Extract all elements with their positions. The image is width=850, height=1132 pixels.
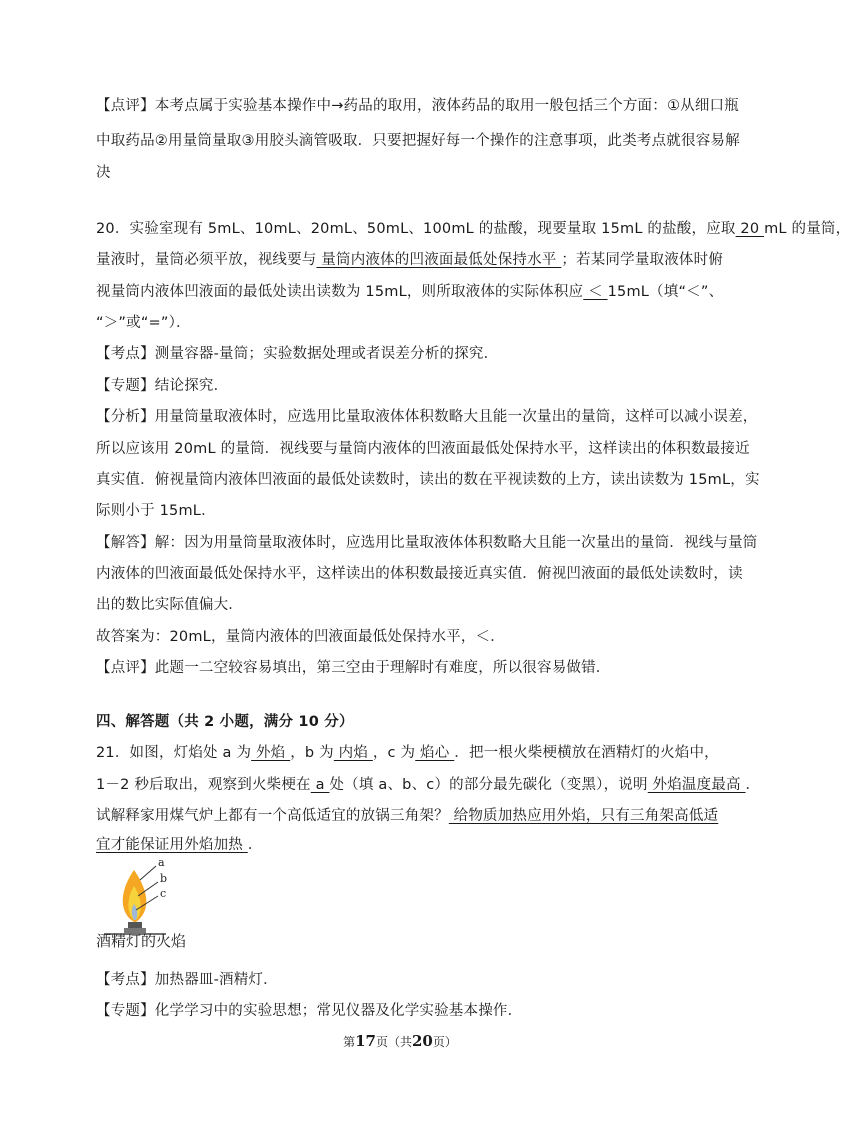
wick-holder xyxy=(128,922,142,928)
footer-post: 页） xyxy=(432,1035,457,1049)
q21-answer-c: 焰心 xyxy=(415,745,455,761)
footer-pre: 第 xyxy=(343,1035,356,1049)
q20-text-1b: mL 的量筒， xyxy=(764,221,850,237)
q20-jieda-3: 出的数比实际值偏大． xyxy=(96,597,243,613)
label-c: c xyxy=(160,887,167,900)
q21-text-2a: 1－2 秒后取出，观察到火柴梗在 xyxy=(96,777,311,793)
footer-total: 20 xyxy=(412,1032,433,1050)
label-b: b xyxy=(160,872,168,885)
q21-text-1b: ，b 为 xyxy=(290,745,334,761)
q21-zhuanti: 【专题】化学学习中的实验思想；常见仪器及化学实验基本操作． xyxy=(96,1003,523,1019)
q20-text-3a: 视量筒内液体凹液面的最低处读出读数为 15mL，则所取液体的实际体积应 xyxy=(96,284,584,300)
q20-fenxi-1: 【分析】用量筒量取液体时，应选用比量取液体体积数略大且能一次量出的量筒，这样可以减小误差， xyxy=(96,409,758,425)
q21-text-1a: 21．如图，灯焰处 a 为 xyxy=(96,745,252,761)
q21-text-1c: ，c 为 xyxy=(372,745,416,761)
q20-line-4: “＞”或“=”）． xyxy=(96,315,191,331)
q20-answer-1: 20 xyxy=(735,221,765,237)
q21-text-2c: ． xyxy=(745,777,761,793)
section-heading: 四、解答题（共 2 小题，满分 10 分） xyxy=(96,714,354,730)
q21-text-4end: ． xyxy=(247,837,263,853)
q20-dianping: 【点评】此题一二空较容易填出，第三空由于理解时有难度，所以很容易做错． xyxy=(96,660,611,676)
q21-line-2 xyxy=(96,775,760,795)
footer-page: 17 xyxy=(355,1032,376,1050)
q21-kaodian: 【考点】加热器皿-酒精灯． xyxy=(96,972,278,988)
q20-answer-2: 量筒内液体的凹液面最低处保持水平 xyxy=(316,252,562,268)
label-a: a xyxy=(158,856,165,869)
q20-answer-3: ＜ xyxy=(583,284,608,300)
q21-text-2b: 处（填 a、b、c）的部分最先碳化（变黑），说明 xyxy=(329,777,648,793)
q21-text-3a: 试解释家用煤气炉上都有一个高低适宜的放锅三角架？ xyxy=(96,808,449,824)
q21-answer-position: a xyxy=(310,777,330,793)
page-footer xyxy=(0,1032,800,1050)
q20-line-3 xyxy=(96,282,723,302)
q21-answer-explain-2: 宜才能保证用外焰加热 xyxy=(96,837,248,853)
figure-caption: 酒精灯的火焰 xyxy=(96,932,187,950)
q20-text-2b: ；若某同学量取液体时俯 xyxy=(561,252,724,268)
q20-fenxi-2: 所以应该用 20mL 的量筒．视线要与量筒内液体的凹液面最低处保持水平，这样读出的体积数最接近 xyxy=(96,441,750,457)
q20-text-1a: 20．实验室现有 5mL、10mL、20mL、50mL、100mL 的盐酸，现要量取 15mL 的盐酸，应取 xyxy=(96,221,736,237)
q20-fenxi-3: 真实值．俯视量筒内液体凹液面的最低处读数时，读出的数在平视读数的上方，读出读数为 15mL，实 xyxy=(96,472,760,488)
q20-fenxi-4: 际则小于 15mL． xyxy=(96,503,216,519)
q21-answer-explain-1: 给物质加热应用外焰，只有三角架高低适 xyxy=(448,808,719,824)
review-line-2: 中取药品②用量筒量取③用胶头滴管吸取．只要把握好每一个操作的注意事项，此类考点就很容易解 xyxy=(96,133,740,149)
q21-answer-a: 外焰 xyxy=(251,745,291,761)
q20-kaodian: 【考点】测量容器-量筒；实验数据处理或者误差分析的探究． xyxy=(96,346,499,362)
q21-text-1d: ．把一根火柴梗横放在酒精灯的火焰中， xyxy=(454,745,719,761)
q20-text-3b: 15mL（填“＜”、 xyxy=(607,284,724,300)
review-line-3: 决 xyxy=(96,165,111,181)
q20-text-2a: 量液时，量筒必须平放，视线要与 xyxy=(96,252,317,268)
q20-jieda-2: 内液体的凹液面最低处保持水平，这样读出的体积数最接近真实值．俯视凹液面的最低处读数时，读 xyxy=(96,566,743,582)
q20-answer-summary: 故答案为：20mL，量筒内液体的凹液面最低处保持水平，＜． xyxy=(96,629,505,645)
review-line-1 xyxy=(96,96,739,116)
q20-jieda-1: 【解答】解：因为用量筒量取液体时，应选用比量取液体体积数略大且能一次量出的量筒．视线与量筒 xyxy=(96,535,758,551)
q21-answer-reason: 外焰温度最高 xyxy=(647,777,746,793)
q20-zhuanti: 【专题】结论探究． xyxy=(96,378,229,394)
q21-line-3 xyxy=(96,806,718,826)
footer-mid: 页（共 xyxy=(375,1035,412,1049)
q20-line-1 xyxy=(96,219,850,239)
q20-line-2 xyxy=(96,250,723,270)
review-text-1: 本考点属于实验基本操作中→药品的取用，液体药品的取用一般包括三个方面：①从细口瓶 xyxy=(154,98,739,114)
review-tag: 【点评】 xyxy=(96,98,155,114)
q21-answer-b: 内焰 xyxy=(333,745,373,761)
q21-line-1 xyxy=(96,743,719,763)
pointer-a xyxy=(140,866,156,880)
